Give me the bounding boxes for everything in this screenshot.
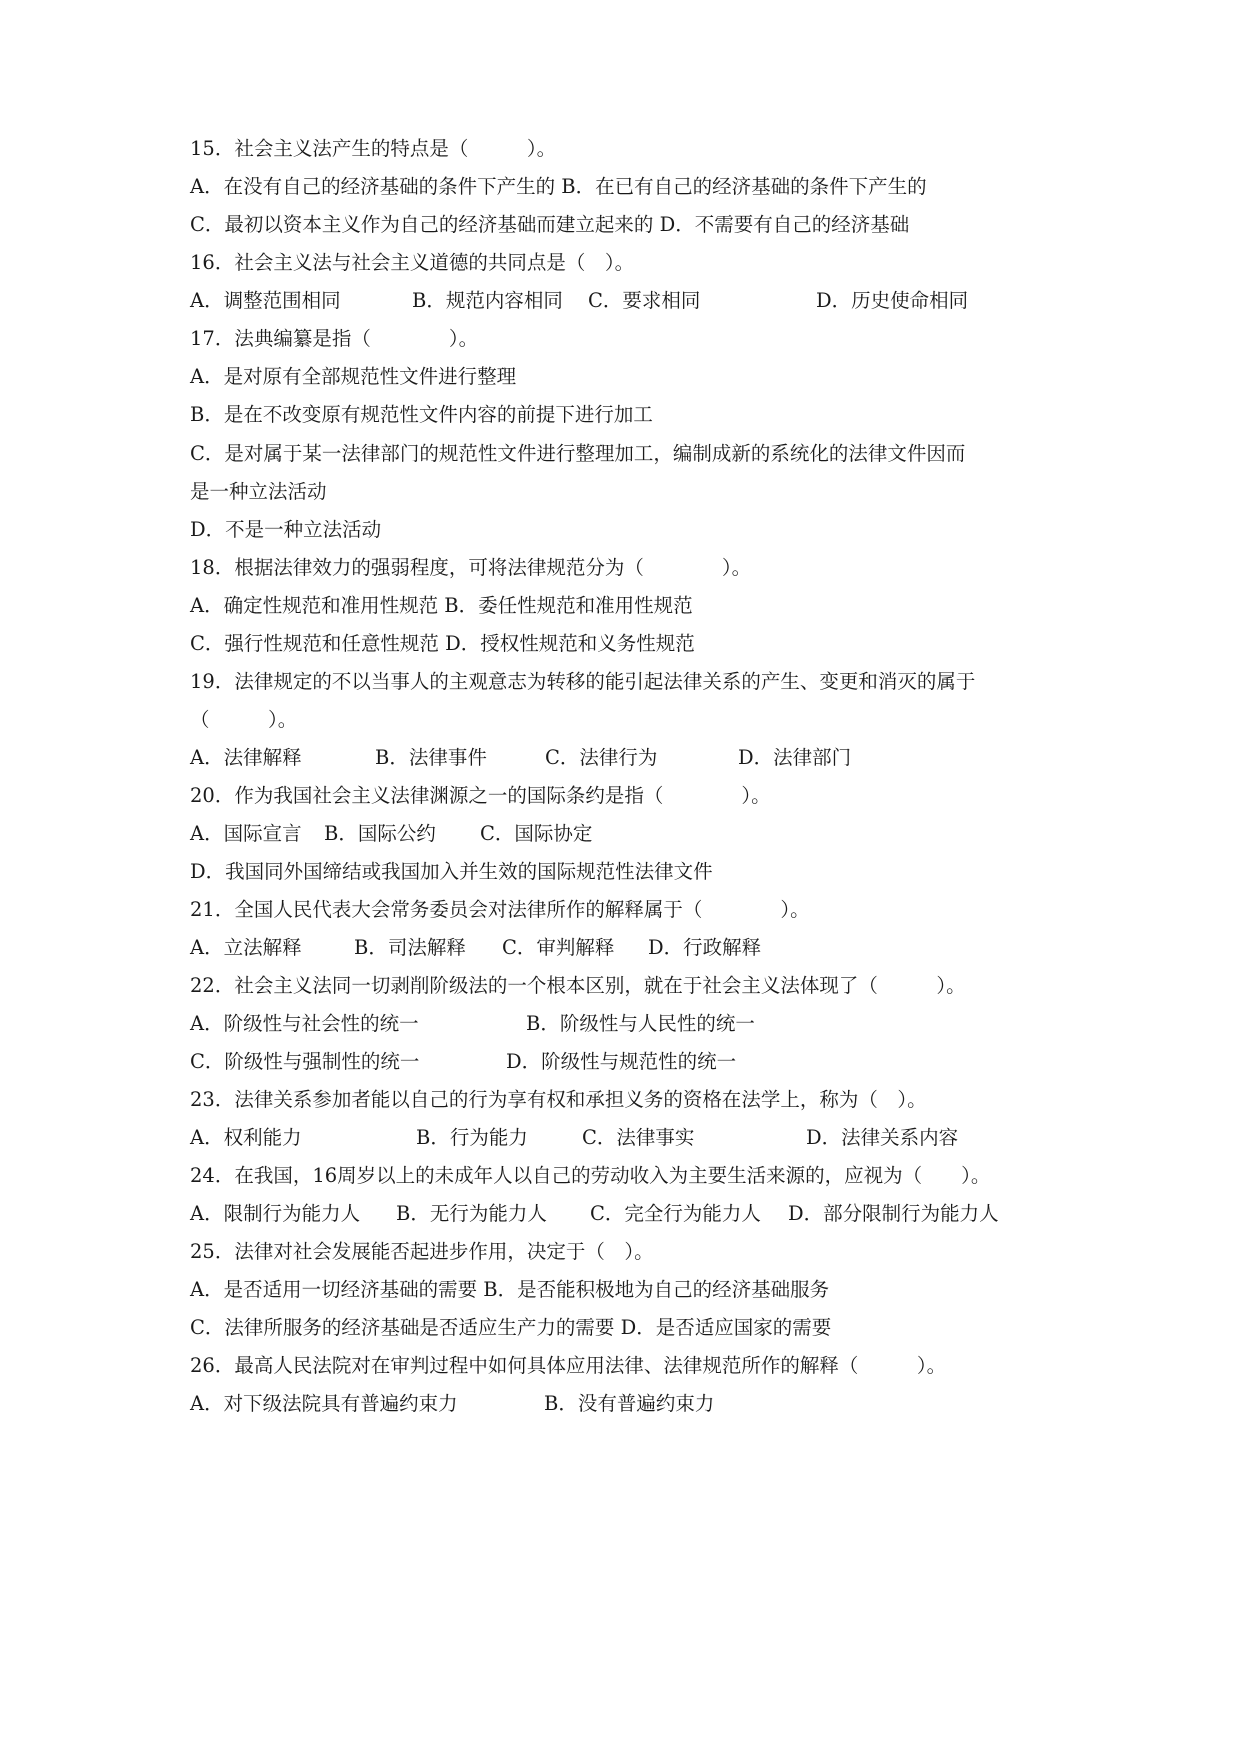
option-b: B．法律事件 xyxy=(375,746,487,769)
option-c: C．国际协定 xyxy=(480,822,593,845)
question-26-stem: 26．最高人民法院对在审判过程中如何具体应用法律、法律规范所作的解释（ ）。 xyxy=(190,1354,947,1377)
question-25-option-cd: C．法律所服务的经济基础是否适应生产力的需要 D．是否适应国家的需要 xyxy=(190,1316,832,1339)
option-a: A．国际宣言 xyxy=(190,822,302,845)
option-c: C．要求相同 xyxy=(588,289,701,312)
question-19-stem-cont: （ ）。 xyxy=(190,708,298,731)
option-d: D．行政解释 xyxy=(648,936,762,959)
question-18-option-ab: A．确定性规范和准用性规范 B．委任性规范和准用性规范 xyxy=(190,594,693,617)
question-17-option-d: D．不是一种立法活动 xyxy=(190,518,382,541)
option-d: D．部分限制行为能力人 xyxy=(788,1202,999,1225)
question-17-option-b: B．是在不改变原有规范性文件内容的前提下进行加工 xyxy=(190,403,653,426)
option-a: A．限制行为能力人 xyxy=(190,1202,361,1225)
option-c: C．审判解释 xyxy=(502,936,615,959)
option-d: D．阶级性与规范性的统一 xyxy=(506,1050,737,1073)
option-c: C．法律事实 xyxy=(582,1126,695,1149)
option-c: C．法律行为 xyxy=(545,746,658,769)
option-c: C．阶级性与强制性的统一 xyxy=(190,1050,420,1073)
question-17-option-a: A．是对原有全部规范性文件进行整理 xyxy=(190,365,517,388)
question-19-stem: 19．法律规定的不以当事人的主观意志为转移的能引起法律关系的产生、变更和消灭的属于 xyxy=(190,670,976,693)
question-15-option-ab: A．在没有自己的经济基础的条件下产生的 B．在已有自己的经济基础的条件下产生的 xyxy=(190,175,927,198)
option-d: D．法律关系内容 xyxy=(806,1126,959,1149)
option-a: A．对下级法院具有普遍约束力 xyxy=(190,1392,458,1415)
question-20-stem: 20．作为我国社会主义法律渊源之一的国际条约是指（ ）。 xyxy=(190,784,771,807)
option-b: B．规范内容相同 xyxy=(412,289,563,312)
option-c: C．完全行为能力人 xyxy=(590,1202,761,1225)
option-a: A．权利能力 xyxy=(190,1126,302,1149)
option-b: B．阶级性与人民性的统一 xyxy=(526,1012,755,1035)
option-b: B．没有普遍约束力 xyxy=(544,1392,715,1415)
option-d: D．历史使命相同 xyxy=(816,289,969,312)
question-15-option-cd: C．最初以资本主义作为自己的经济基础而建立起来的 D．不需要有自己的经济基础 xyxy=(190,213,910,236)
option-b: B．行为能力 xyxy=(416,1126,528,1149)
question-23-stem: 23．法律关系参加者能以自己的行为享有权和承担义务的资格在法学上，称为（ ）。 xyxy=(190,1088,927,1111)
option-a: A．法律解释 xyxy=(190,746,302,769)
option-b: B．国际公约 xyxy=(324,822,436,845)
question-20-option-d: D．我国同外国缔结或我国加入并生效的国际规范性法律文件 xyxy=(190,860,713,883)
question-17-option-c-cont: 是一种立法活动 xyxy=(190,480,327,503)
option-a: A．阶级性与社会性的统一 xyxy=(190,1012,419,1035)
question-25-option-ab: A．是否适用一切经济基础的需要 B．是否能积极地为自己的经济基础服务 xyxy=(190,1278,830,1301)
question-18-stem: 18．根据法律效力的强弱程度，可将法律规范分为（ ）。 xyxy=(190,556,752,579)
question-16-stem: 16．社会主义法与社会主义道德的共同点是（ ）。 xyxy=(190,251,635,274)
question-17-stem: 17．法典编纂是指（ ）。 xyxy=(190,327,479,350)
question-17-option-c: C．是对属于某一法律部门的规范性文件进行整理加工，编制成新的系统化的法律文件因而 xyxy=(190,442,966,465)
question-15-stem: 15．社会主义法产生的特点是（ ）。 xyxy=(190,137,557,160)
question-25-stem: 25．法律对社会发展能否起进步作用，决定于（ ）。 xyxy=(190,1240,654,1263)
option-b: B．无行为能力人 xyxy=(396,1202,547,1225)
option-b: B．司法解释 xyxy=(354,936,466,959)
question-22-stem: 22．社会主义法同一切剥削阶级法的一个根本区别，就在于社会主义法体现了（ ）。 xyxy=(190,974,966,997)
option-d: D．法律部门 xyxy=(738,746,852,769)
question-24-stem: 24．在我国，16周岁以上的未成年人以自己的劳动收入为主要生活来源的，应视为（ ）。 xyxy=(190,1164,991,1187)
option-a: A．立法解释 xyxy=(190,936,302,959)
question-21-stem: 21．全国人民代表大会常务委员会对法律所作的解释属于（ ）。 xyxy=(190,898,810,921)
option-a: A．调整范围相同 xyxy=(190,289,341,312)
question-18-option-cd: C．强行性规范和任意性规范 D．授权性规范和义务性规范 xyxy=(190,632,695,655)
